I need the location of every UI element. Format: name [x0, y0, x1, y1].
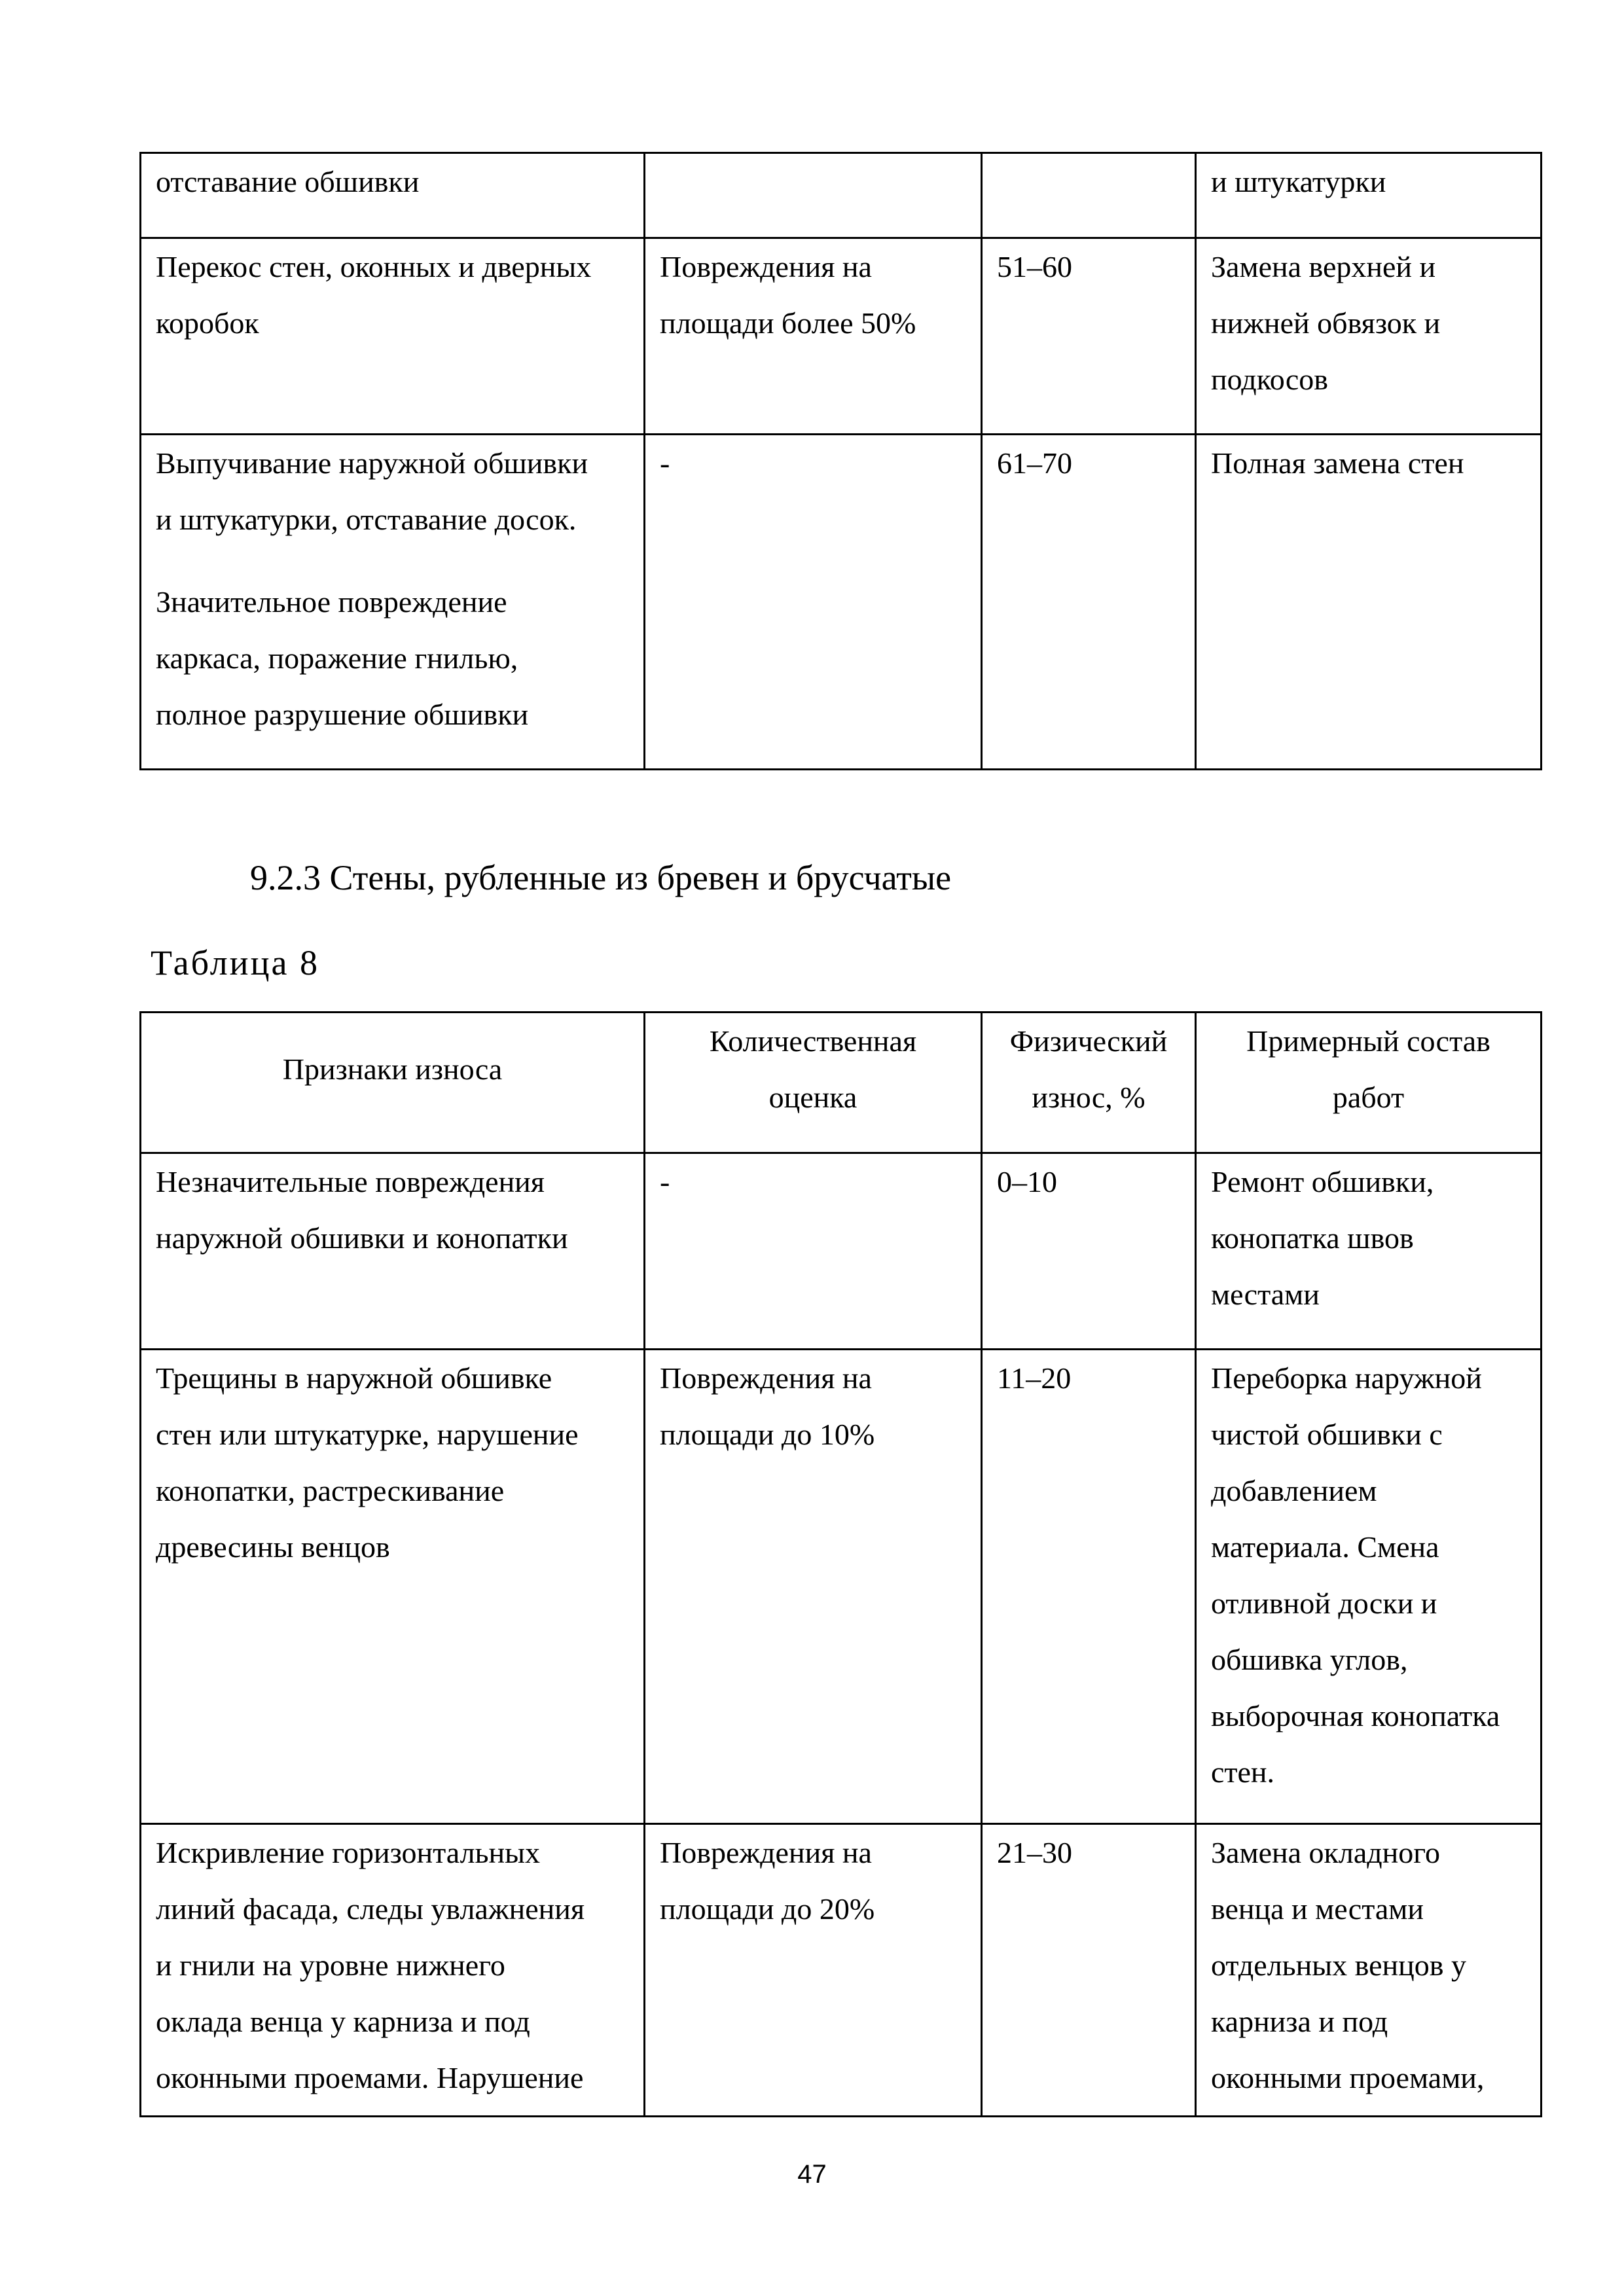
header-line: Количественная: [709, 1024, 917, 1058]
wear-percent-cell: [982, 435, 1196, 770]
cell-line: отставание обшивки: [156, 165, 420, 198]
cell-line: древесины венцов: [156, 1530, 390, 1564]
cell-line: полное разрушение обшивки: [156, 698, 529, 731]
cell-line: Полная замена стен: [1211, 446, 1464, 480]
cell-line: площади более 50%: [660, 306, 916, 340]
cell-line: конопатки, растрескивание: [156, 1474, 505, 1507]
cell-line: карниза и под: [1211, 2005, 1388, 2038]
cell-line: 21–30: [997, 1836, 1072, 1869]
cell-line: Повреждения на: [660, 1361, 872, 1395]
wear-sign-cell: [141, 1350, 645, 1824]
works-cell: [1196, 435, 1542, 770]
log-walls-wear-table: [139, 1011, 1542, 2117]
cell-line: 0–10: [997, 1165, 1057, 1198]
wear-sign-cell: [141, 1824, 645, 2117]
wear-percent-cell: [982, 238, 1196, 435]
column-header-wear-percent: [982, 1013, 1196, 1153]
table-header-row: [141, 1013, 1542, 1153]
cell-line: чистой обшивки с: [1211, 1418, 1443, 1451]
cell-line: Трещины в наружной обшивке: [156, 1361, 552, 1395]
works-cell: [1196, 153, 1542, 238]
wear-percent-cell: [982, 153, 1196, 238]
header-line: Признаки износа: [282, 1052, 503, 1086]
column-header-works: [1196, 1013, 1542, 1153]
cell-line: выборочная конопатка: [1211, 1699, 1500, 1732]
works-cell: [1196, 1153, 1542, 1350]
works-cell: [1196, 238, 1542, 435]
cell-line: местами: [1211, 1278, 1320, 1311]
table-row: [141, 1824, 1542, 2117]
assessment-cell: [645, 1153, 982, 1350]
works-cell: [1196, 1350, 1542, 1824]
assessment-cell: [645, 238, 982, 435]
cell-line: стен.: [1211, 1755, 1275, 1789]
cell-line: -: [660, 446, 670, 480]
cell-line: Перекос стен, оконных и дверных: [156, 250, 592, 283]
header-line: Физический: [1009, 1024, 1168, 1058]
cell-line: -: [660, 1165, 670, 1198]
assessment-cell: [645, 435, 982, 770]
cell-line: и гнили на уровне нижнего: [156, 1948, 505, 1982]
assessment-cell: [645, 1350, 982, 1824]
column-header-assessment: [645, 1013, 982, 1153]
cell-line: линий фасада, следы увлажнения: [156, 1892, 585, 1926]
cell-line: Выпучивание наружной обшивки: [156, 446, 588, 480]
cell-line: подкосов: [1211, 363, 1328, 396]
header-line: износ, %: [1032, 1081, 1146, 1114]
cell-line: отдельных венцов у: [1211, 1948, 1466, 1982]
cell-line: венца и местами: [1211, 1892, 1424, 1926]
wear-sign-cell: [141, 435, 645, 770]
cell-line: 11–20: [997, 1361, 1072, 1395]
cell-line: Ремонт обшивки,: [1211, 1165, 1434, 1198]
cell-line: отливной доски и: [1211, 1587, 1437, 1620]
table-row: [141, 1350, 1542, 1824]
cell-line: стен или штукатурке, нарушение: [156, 1418, 579, 1451]
header-line: оценка: [768, 1081, 857, 1114]
table-row: [141, 153, 1542, 238]
cell-line: 61–70: [997, 446, 1072, 480]
table-row: [141, 435, 1542, 770]
table-caption: Таблица 8: [151, 943, 319, 982]
table-row: [141, 1153, 1542, 1350]
cell-line: оклада венца у карниза и под: [156, 2005, 530, 2038]
wear-percent-cell: [982, 1350, 1196, 1824]
wear-percent-cell: [982, 1153, 1196, 1350]
wear-percent-cell: [982, 1824, 1196, 2117]
cell-line: нижней обвязок и: [1211, 306, 1441, 340]
header-line: Примерный состав: [1246, 1024, 1490, 1058]
cell-line: Повреждения на: [660, 250, 872, 283]
cell-line: площади до 20%: [660, 1892, 875, 1926]
cell-line: Замена окладного: [1211, 1836, 1440, 1869]
cell-line: 51–60: [997, 250, 1072, 283]
section-heading: 9.2.3 Стены, рубленные из бревен и брусчатые: [250, 858, 952, 897]
cell-line: Повреждения на: [660, 1836, 872, 1869]
cell-line: материала. Смена: [1211, 1530, 1439, 1564]
wear-sign-cell: [141, 238, 645, 435]
cell-line: каркаса, поражение гнилью,: [156, 641, 518, 675]
cell-line: Искривление горизонтальных: [156, 1836, 541, 1869]
cell-line: оконными проемами,: [1211, 2061, 1485, 2094]
cell-line: добавлением: [1211, 1474, 1377, 1507]
cell-line: оконными проемами. Нарушение: [156, 2061, 584, 2094]
assessment-cell: [645, 1824, 982, 2117]
cell-line: Замена верхней и: [1211, 250, 1436, 283]
cell-line: и штукатурки, отставание досок.: [156, 503, 577, 536]
cell-line: наружной обшивки и конопатки: [156, 1221, 568, 1255]
works-cell: [1196, 1824, 1542, 2117]
cell-line: и штукатурки: [1211, 165, 1386, 198]
column-header-wear-signs: [141, 1013, 645, 1153]
continued-wear-table: [139, 152, 1542, 770]
cell-line: коробок: [156, 306, 259, 340]
wear-sign-cell: [141, 1153, 645, 1350]
header-line: работ: [1332, 1081, 1405, 1114]
cell-line: обшивка углов,: [1211, 1643, 1408, 1676]
cell-line: площади до 10%: [660, 1418, 875, 1451]
cell-line: Незначительные повреждения: [156, 1165, 545, 1198]
wear-sign-cell: [141, 153, 645, 238]
cell-line: Значительное повреждение: [156, 585, 507, 619]
assessment-cell: [645, 153, 982, 238]
cell-line: Переборка наружной: [1211, 1361, 1482, 1395]
cell-line: конопатка швов: [1211, 1221, 1414, 1255]
page-number: 47: [797, 2160, 827, 2189]
table-row: [141, 238, 1542, 435]
